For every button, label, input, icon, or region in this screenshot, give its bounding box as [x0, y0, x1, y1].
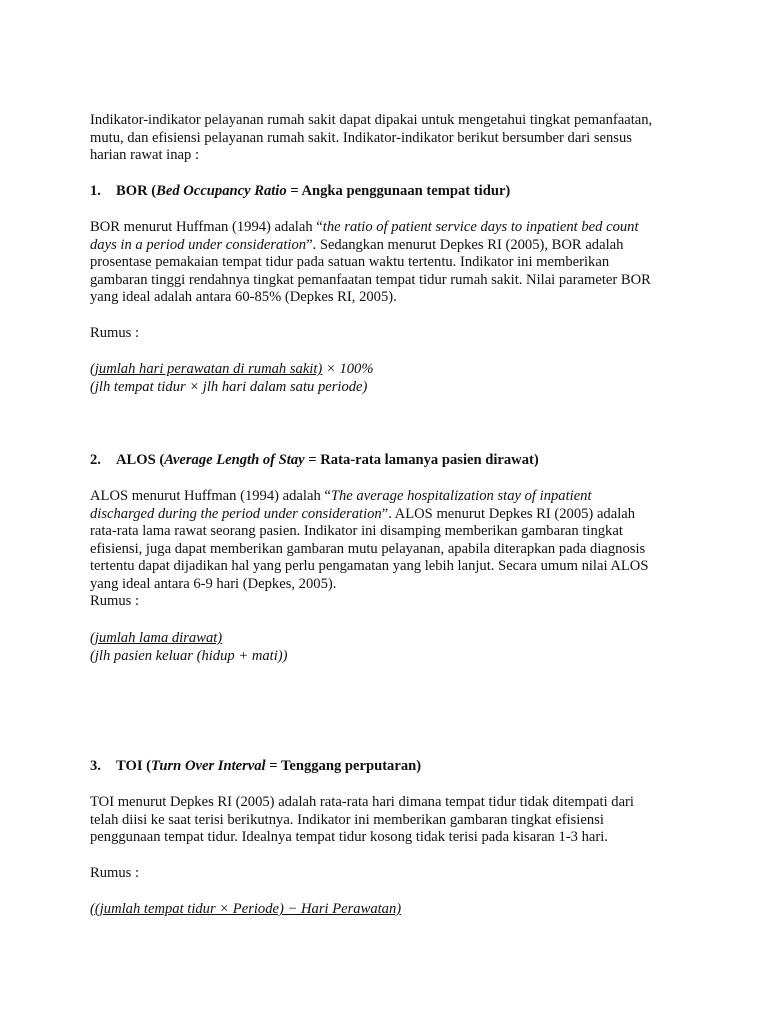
paragraph-line	[90, 237, 690, 255]
intro-line: mutu, dan efisiensi pelayanan rumah sakit. Indikator-indikator berikut bersumber dari sensus	[90, 129, 632, 146]
intro-line: Indikator-indikator pelayanan rumah sakit dapat dipakai untuk mengetahui tingkat pemanfaatan,	[90, 112, 653, 128]
toi-paragraph	[90, 794, 690, 847]
section-english-term: Turn Over Interval	[151, 758, 266, 774]
paragraph-line: rata-rata lama rawat seorang pasien. Indikator ini disamping memberikan gambaran tingkat	[90, 523, 623, 539]
formula-denominator: (jlh pasien keluar (hidup + mati))	[90, 647, 288, 664]
section-number: 1.	[90, 183, 101, 199]
rumus-label: Rumus :	[90, 593, 140, 609]
section-number: 3.	[90, 758, 101, 774]
section-title-rest: = Rata-rata lamanya pasien dirawat)	[304, 452, 539, 468]
alos-formula	[90, 630, 690, 665]
formula-numerator: ((jumlah tempat tidur × Periode) − Hari Perawatan)	[90, 901, 402, 917]
paragraph-text: ALOS menurut Huffman (1994) adalah “	[90, 488, 331, 504]
paragraph-line: yang ideal antara 6-9 hari (Depkes, 2005).	[90, 575, 337, 592]
paragraph-line: TOI menurut Depkes RI (2005) adalah rata-rata hari dimana tempat tidur tidak ditempati dari	[90, 794, 634, 810]
section-abbr: TOI (	[116, 758, 152, 774]
paragraph-line: prosentase pemakaian tempat tidur pada satuan waktu tertentu. Indikator ini memberikan	[90, 254, 610, 270]
paragraph-line	[90, 219, 690, 237]
bor-formula	[90, 361, 690, 396]
section-title-rest: = Angka penggunaan tempat tidur)	[286, 183, 511, 199]
section-heading-toi	[90, 758, 690, 776]
bor-paragraph	[90, 219, 690, 307]
formula-denominator: (jlh tempat tidur × jlh hari dalam satu periode)	[90, 378, 368, 395]
paragraph-line: yang ideal adalah antara 60-85% (Depkes RI, 2005).	[90, 289, 397, 305]
paragraph-line: tertentu dapat dijadikan hal yang perlu pengamatan yang lebih lanjut. Secara umum nilai ALOS	[90, 558, 649, 574]
formula-numerator: (jumlah lama dirawat)	[90, 630, 223, 646]
formula-multiplier: × 100%	[322, 361, 374, 377]
paragraph-line: efisiensi, juga dapat memberikan gambaran mutu pelayanan, apabila diterapkan pada diagnosis	[90, 540, 646, 557]
rumus-label: Rumus :	[90, 865, 140, 881]
section-title-rest: = Tenggang perputaran)	[265, 758, 422, 774]
paragraph-text: ”. Sedangkan menurut Depkes RI (2005), BOR adalah	[306, 236, 624, 253]
paragraph-line: gambaran tinggi rendahnya tingkat pemanfaatan tempat tidur rumah sakit. Nilai parameter BOR	[90, 271, 651, 288]
section-abbr: BOR (	[116, 183, 157, 199]
intro-paragraph	[90, 112, 690, 165]
paragraph-line: penggunaan tempat tidur. Idealnya tempat tidur kosong tidak terisi pada kisaran 1-3 hari.	[90, 829, 608, 845]
quote-text: discharged during the period under consideration	[90, 505, 382, 522]
paragraph-text: BOR menurut Huffman (1994) adalah “	[90, 219, 323, 235]
rumus-label: Rumus :	[90, 325, 140, 341]
paragraph-line	[90, 488, 690, 506]
paragraph-line	[90, 506, 690, 524]
section-number: 2.	[90, 452, 101, 468]
section-english-term: Average Length of Stay	[164, 452, 305, 468]
paragraph-text: ”. ALOS menurut Depkes RI (2005) adalah	[381, 505, 636, 522]
alos-paragraph	[90, 488, 690, 611]
paragraph-line: telah diisi ke saat terisi berikutnya. Indikator ini memberikan gambaran tingkat efisiensi	[90, 811, 604, 828]
section-heading-alos	[90, 452, 690, 470]
formula-numerator-text: (jumlah hari perawatan di rumah sakit)	[90, 361, 323, 377]
formula-numerator	[90, 361, 690, 379]
quote-text: the ratio of patient service days to inpatient bed count	[322, 219, 639, 235]
section-abbr: ALOS (	[116, 452, 165, 468]
intro-line: harian rawat inap :	[90, 147, 199, 163]
toi-formula	[90, 901, 690, 919]
section-english-term: Bed Occupancy Ratio	[156, 183, 287, 199]
quote-text: days in a period under consideration	[90, 236, 307, 253]
quote-text: The average hospitalization stay of inpatient	[330, 488, 592, 504]
section-heading-bor	[90, 183, 690, 201]
